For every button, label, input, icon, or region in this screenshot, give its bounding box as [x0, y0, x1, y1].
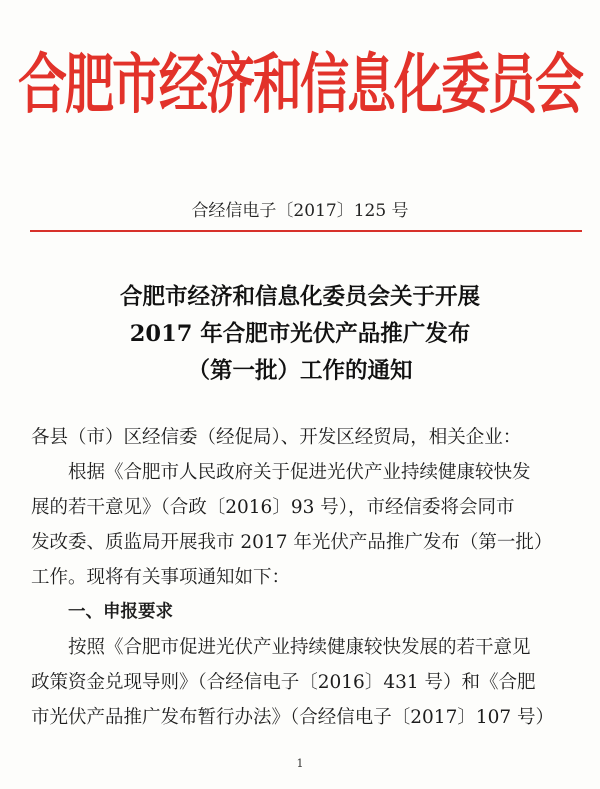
title-line-1: 合肥市经济和信息化委员会关于开展 — [119, 284, 480, 310]
page-number: 1 — [296, 757, 304, 770]
section-heading-1: 一、申报要求 — [68, 602, 173, 622]
red-separator-line — [30, 230, 582, 232]
paragraph2-line2: 政策资金兑现导则》（合经信电子〔2016〕431 号）和《合肥 — [31, 672, 536, 693]
paragraph2-line1: 按照《合肥市促进光伏产业持续健康较快发展的若干意见 — [68, 637, 531, 658]
paragraph2-line3: 市光伏产品推广发布暂行办法》（合经信电子〔2017〕107 号） — [31, 707, 555, 728]
notice-body — [31, 420, 576, 735]
title-line-3: （第一批）工作的通知 — [187, 358, 413, 384]
paragraph1-line2: 展的若干意见》（合政〔2016〕93 号），市经信委将会同市 — [31, 497, 515, 518]
title-line-2: 2017 年合肥市光伏产品推广发布 — [129, 321, 471, 347]
salutation: 各县（市）区经信委（经促局）、开发区经贸局，相关企业： — [31, 427, 522, 448]
paragraph1-line1: 根据《合肥市人民政府关于促进光伏产业持续健康较快发 — [68, 462, 531, 483]
masthead-title: 合肥市经济和信息化委员会 — [17, 47, 582, 123]
paragraph1-line4: 工作。现将有关事项通知如下： — [31, 567, 291, 588]
paragraph1-line3: 发改委、质监局开展我市 2017 年光伏产品推广发布（第一批） — [31, 532, 553, 553]
document-number: 合经信电子〔2017〕125 号 — [191, 201, 409, 221]
notice-title — [0, 279, 600, 390]
